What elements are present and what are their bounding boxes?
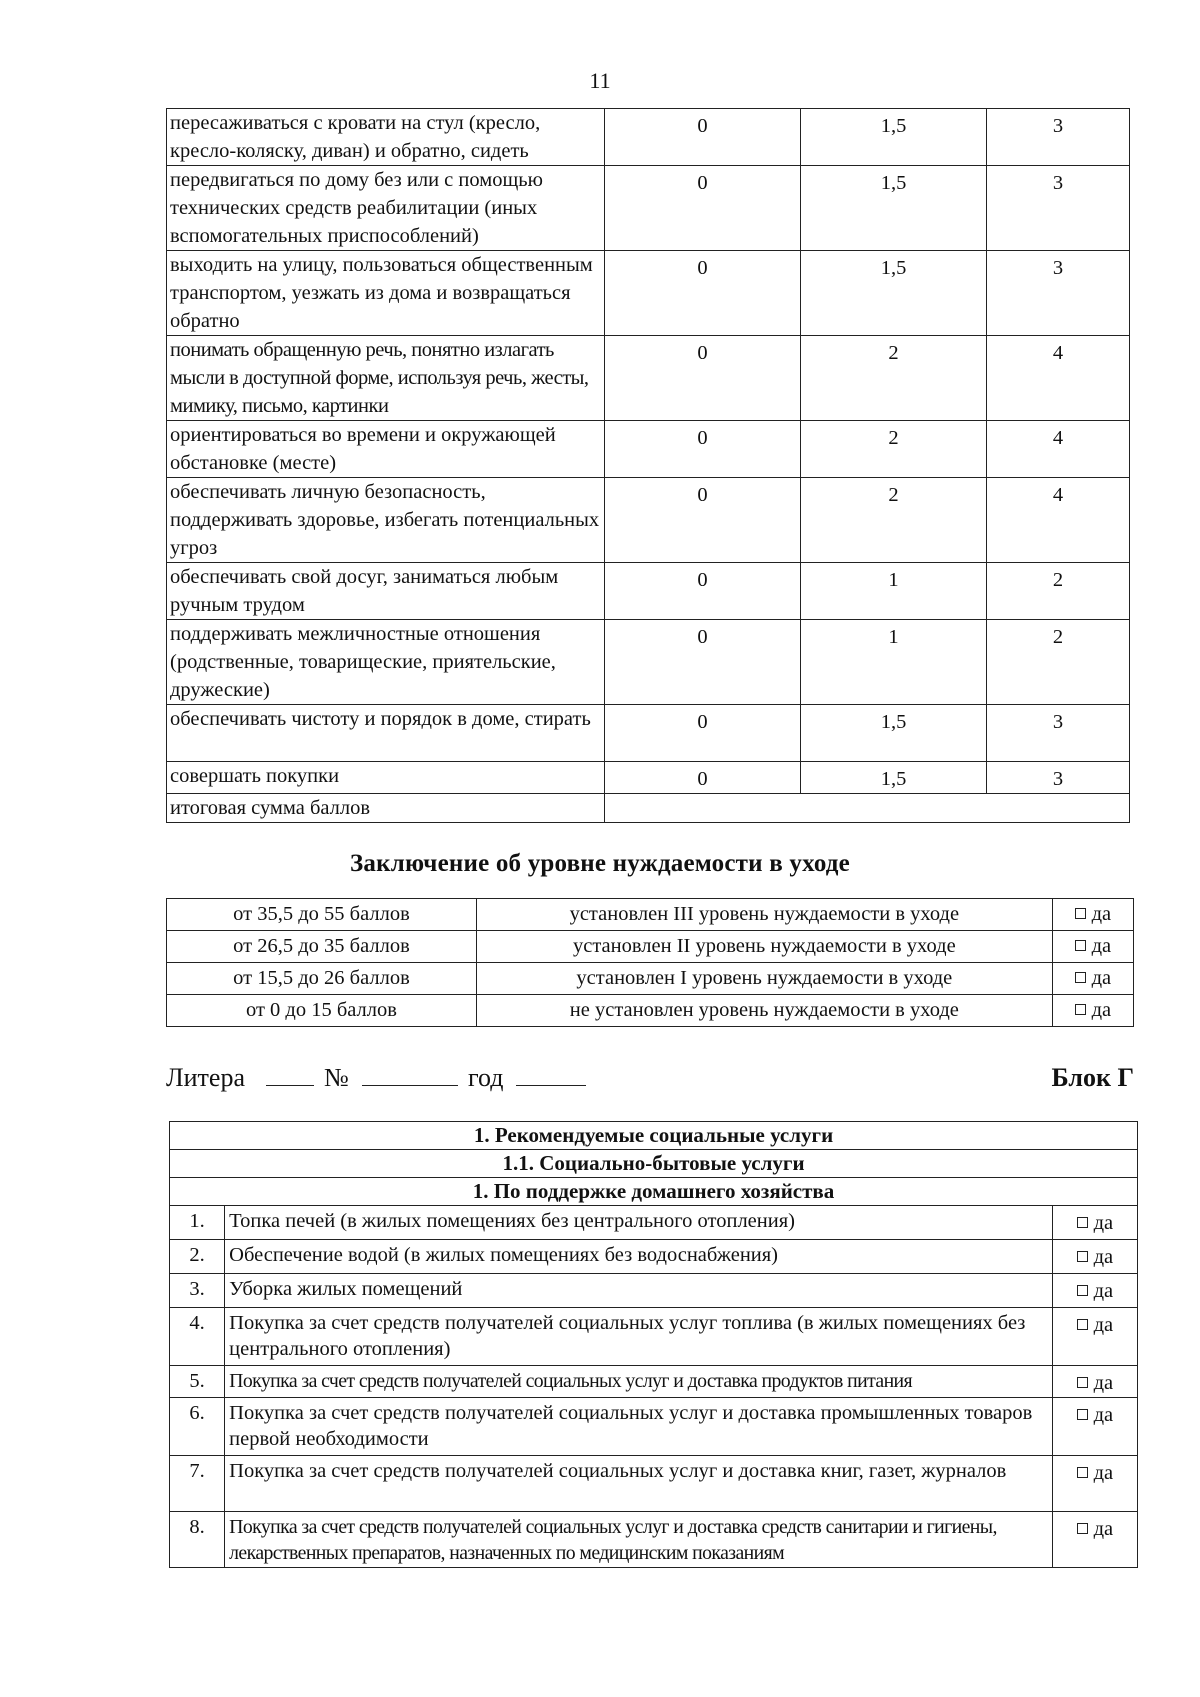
score-cell: 3 <box>987 109 1130 166</box>
conclusion-table <box>166 898 1134 1027</box>
checkbox-label: да <box>1091 999 1112 1021</box>
activity-cell: передвигаться по дому без или с помощью технических средств реабилитации (иных вспомогательных приспособлений) <box>167 166 605 251</box>
score-cell: 0 <box>605 109 801 166</box>
row-number: 3. <box>170 1274 225 1308</box>
score-cell: 0 <box>605 705 801 762</box>
checkbox-label: да <box>1093 1372 1114 1394</box>
table-row <box>167 963 1134 995</box>
number-label: № <box>324 1063 349 1092</box>
table-row <box>170 1240 1138 1274</box>
table-row <box>170 1366 1138 1398</box>
care-level: установлен I уровень нуждаемости в уходе <box>476 963 1052 995</box>
row-number: 8. <box>170 1512 225 1568</box>
checkbox-label: да <box>1091 935 1112 957</box>
yes-checkbox[interactable] <box>1052 1206 1137 1240</box>
table-row <box>170 1456 1138 1512</box>
services-subheading: 1.1. Социально-бытовые услуги <box>170 1150 1138 1178</box>
checkbox-icon[interactable] <box>1075 1004 1086 1015</box>
yes-checkbox[interactable] <box>1052 1308 1137 1366</box>
yes-checkbox[interactable] <box>1052 1512 1137 1568</box>
table-row <box>170 1398 1138 1456</box>
service-name: Покупка за счет средств получателей социальных услуг топлива (в жилых помещениях без центрального отопления) <box>225 1308 1053 1366</box>
score-cell: 0 <box>605 251 801 336</box>
activity-cell: обеспечивать свой досуг, заниматься любым ручным трудом <box>167 563 605 620</box>
row-number: 5. <box>170 1366 225 1398</box>
table-row <box>167 899 1134 931</box>
checkbox-label: да <box>1093 1462 1114 1484</box>
number-field[interactable] <box>362 1063 458 1086</box>
checkbox-label: да <box>1093 1212 1114 1234</box>
table-row <box>167 109 1130 166</box>
score-range: от 0 до 15 баллов <box>167 995 477 1027</box>
score-cell: 1,5 <box>801 705 987 762</box>
checkbox-icon[interactable] <box>1077 1319 1088 1330</box>
table-row <box>167 931 1134 963</box>
page-number: 11 <box>589 68 611 93</box>
yes-checkbox[interactable] <box>1052 995 1133 1027</box>
activity-cell: совершать покупки <box>167 762 605 794</box>
services-heading: 1. Рекомендуемые социальные услуги <box>170 1122 1138 1150</box>
total-value-cell[interactable] <box>605 794 1130 823</box>
score-cell: 0 <box>605 421 801 478</box>
service-name: Топка печей (в жилых помещениях без центрального отопления) <box>225 1206 1053 1240</box>
table-row <box>170 1274 1138 1308</box>
score-cell: 0 <box>605 620 801 705</box>
service-name: Обеспечение водой (в жилых помещениях без водоснабжения) <box>225 1240 1053 1274</box>
score-cell: 2 <box>987 563 1130 620</box>
activity-cell: обеспечивать чистоту и порядок в доме, стирать <box>167 705 605 762</box>
table-row <box>167 166 1130 251</box>
activity-cell: пересаживаться с кровати на стул (кресло, кресло-коляску, диван) и обратно, сидеть <box>167 109 605 166</box>
score-cell: 3 <box>987 166 1130 251</box>
checkbox-label: да <box>1093 1404 1114 1426</box>
score-cell: 3 <box>987 705 1130 762</box>
checkbox-label: да <box>1093 1518 1114 1540</box>
row-number: 2. <box>170 1240 225 1274</box>
score-cell: 0 <box>605 478 801 563</box>
yes-checkbox[interactable] <box>1052 1274 1137 1308</box>
table-row <box>170 1512 1138 1568</box>
checkbox-icon[interactable] <box>1077 1251 1088 1262</box>
services-section-heading: 1. По поддержке домашнего хозяйства <box>170 1178 1138 1206</box>
score-cell: 3 <box>987 251 1130 336</box>
checkbox-icon[interactable] <box>1077 1377 1088 1388</box>
yes-checkbox[interactable] <box>1052 1456 1137 1512</box>
year-label: год <box>468 1063 504 1092</box>
activity-cell: обеспечивать личную безопасность, поддерживать здоровье, избегать потенциальных угроз <box>167 478 605 563</box>
total-row <box>167 794 1130 823</box>
table-row <box>167 995 1134 1027</box>
score-cell: 3 <box>987 762 1130 794</box>
score-cell: 2 <box>801 336 987 421</box>
score-cell: 1 <box>801 563 987 620</box>
score-cell: 2 <box>801 478 987 563</box>
block-label: Блок Г <box>1051 1063 1134 1092</box>
litera-label: Литера <box>166 1063 245 1092</box>
checkbox-label: да <box>1093 1280 1114 1302</box>
table-row <box>167 705 1130 762</box>
services-table <box>169 1121 1138 1568</box>
checkbox-label: да <box>1093 1314 1114 1336</box>
yes-checkbox[interactable] <box>1052 899 1133 931</box>
score-range: от 15,5 до 26 баллов <box>167 963 477 995</box>
checkbox-label: да <box>1091 967 1112 989</box>
care-level: установлен III уровень нуждаемости в уходе <box>476 899 1052 931</box>
conclusion-title: Заключение об уровне нуждаемости в уходе <box>350 850 850 877</box>
score-cell: 4 <box>987 478 1130 563</box>
table-row <box>167 563 1130 620</box>
checkbox-icon[interactable] <box>1077 1467 1088 1478</box>
score-cell: 0 <box>605 762 801 794</box>
table-row <box>167 421 1130 478</box>
score-cell: 1,5 <box>801 166 987 251</box>
checkbox-label: да <box>1091 903 1112 925</box>
service-name: Покупка за счет средств получателей социальных услуг и доставка средств санитарии и гигиены, лекарственных препаратов, назначенных по медицинским показаниям <box>225 1512 1053 1568</box>
form-id-line <box>166 1063 1134 1099</box>
row-number: 6. <box>170 1398 225 1456</box>
checkbox-icon[interactable] <box>1075 908 1086 919</box>
score-cell: 0 <box>605 166 801 251</box>
activity-cell: ориентироваться во времени и окружающей обстановке (месте) <box>167 421 605 478</box>
score-cell: 0 <box>605 563 801 620</box>
care-level: не установлен уровень нуждаемости в уходе <box>476 995 1052 1027</box>
score-cell: 4 <box>987 336 1130 421</box>
service-name: Уборка жилых помещений <box>225 1274 1053 1308</box>
yes-checkbox[interactable] <box>1052 1398 1137 1456</box>
checkbox-icon[interactable] <box>1077 1409 1088 1420</box>
score-range: от 35,5 до 55 баллов <box>167 899 477 931</box>
table-row <box>167 251 1130 336</box>
care-level: установлен II уровень нуждаемости в уходе <box>476 931 1052 963</box>
score-cell: 2 <box>801 421 987 478</box>
score-cell: 4 <box>987 421 1130 478</box>
scoring-table <box>166 108 1130 823</box>
activity-cell: понимать обращенную речь, понятно излагать мысли в доступной форме, используя речь, жесты, мимику, письмо, картинки <box>167 336 605 421</box>
table-row <box>167 336 1130 421</box>
score-cell: 2 <box>987 620 1130 705</box>
checkbox-icon[interactable] <box>1075 940 1086 951</box>
service-name: Покупка за счет средств получателей социальных услуг и доставка продуктов питания <box>225 1366 1053 1398</box>
checkbox-icon[interactable] <box>1077 1217 1088 1228</box>
checkbox-icon[interactable] <box>1077 1285 1088 1296</box>
yes-checkbox[interactable] <box>1052 1366 1137 1398</box>
checkbox-label: да <box>1093 1246 1114 1268</box>
yes-checkbox[interactable] <box>1052 1240 1137 1274</box>
score-cell: 1 <box>801 620 987 705</box>
score-cell: 1,5 <box>801 762 987 794</box>
total-label: итоговая сумма баллов <box>167 794 605 823</box>
litera-field[interactable] <box>266 1063 314 1086</box>
checkbox-icon[interactable] <box>1075 972 1086 983</box>
table-row <box>167 762 1130 794</box>
checkbox-icon[interactable] <box>1077 1523 1088 1534</box>
score-range: от 26,5 до 35 баллов <box>167 931 477 963</box>
score-cell: 0 <box>605 336 801 421</box>
table-row <box>170 1308 1138 1366</box>
table-row <box>167 620 1130 705</box>
service-name: Покупка за счет средств получателей социальных услуг и доставка книг, газет, журналов <box>225 1456 1053 1512</box>
activity-cell: выходить на улицу, пользоваться общественным транспортом, уезжать из дома и возвращаться обратно <box>167 251 605 336</box>
table-row <box>170 1206 1138 1240</box>
score-cell: 1,5 <box>801 251 987 336</box>
row-number: 4. <box>170 1308 225 1366</box>
row-number: 1. <box>170 1206 225 1240</box>
year-field[interactable] <box>516 1063 586 1086</box>
service-name: Покупка за счет средств получателей социальных услуг и доставка промышленных товаров первой необходимости <box>225 1398 1053 1456</box>
row-number: 7. <box>170 1456 225 1512</box>
activity-cell: поддерживать межличностные отношения (родственные, товарищеские, приятельские, дружеские) <box>167 620 605 705</box>
yes-checkbox[interactable] <box>1052 931 1133 963</box>
score-cell: 1,5 <box>801 109 987 166</box>
yes-checkbox[interactable] <box>1052 963 1133 995</box>
table-row <box>167 478 1130 563</box>
